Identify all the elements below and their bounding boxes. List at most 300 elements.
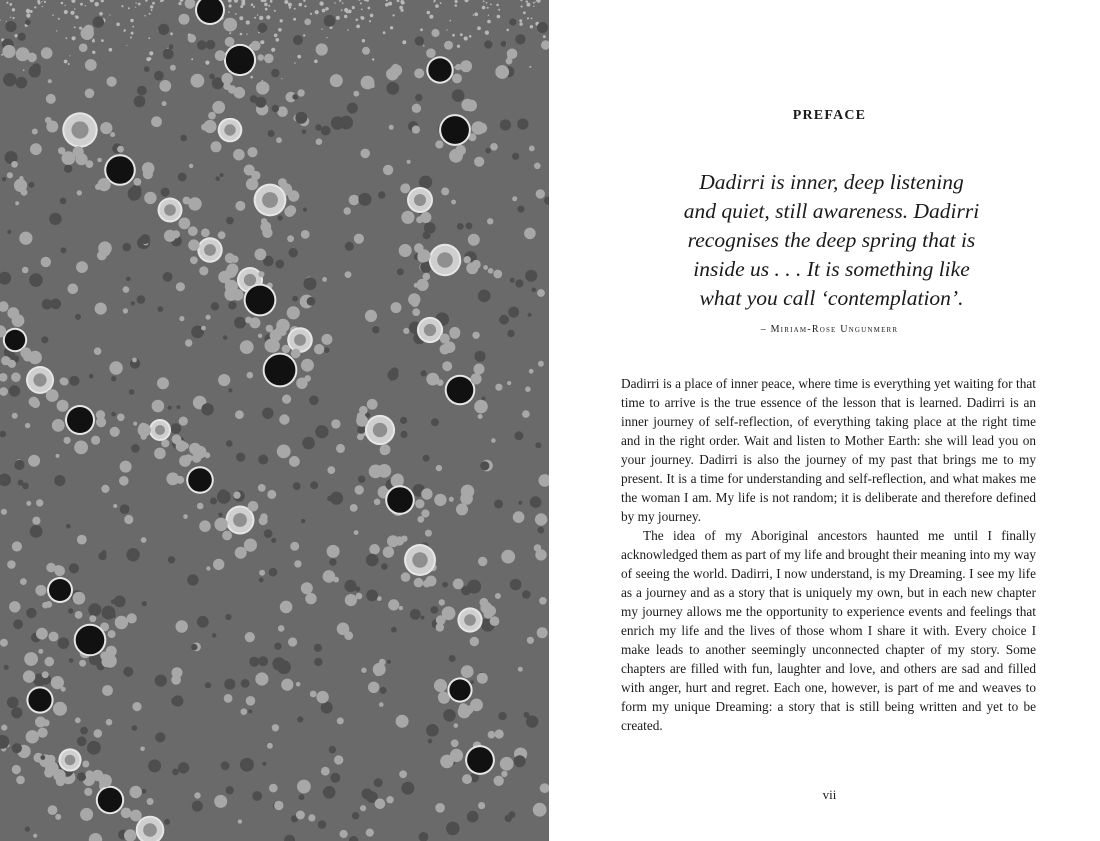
satellite-dot	[490, 616, 500, 626]
speckle-dot	[149, 13, 151, 15]
paint-dot	[25, 19, 31, 25]
speckle-dot	[341, 9, 343, 11]
satellite-dot	[75, 153, 87, 165]
paint-dot	[378, 191, 385, 198]
satellite-dot	[412, 308, 420, 316]
speckle-dot	[265, 8, 268, 11]
paint-dot	[25, 423, 30, 428]
paint-dot	[80, 727, 88, 735]
paint-dot	[517, 119, 528, 130]
paint-dot	[264, 529, 273, 538]
paint-dot	[439, 599, 445, 605]
paint-dot	[102, 606, 116, 620]
paint-dot	[467, 580, 481, 594]
paint-dot	[383, 546, 394, 557]
paint-dot	[0, 639, 8, 647]
paint-dot	[380, 687, 387, 694]
speckle-dot	[352, 6, 355, 9]
paint-dot	[218, 374, 230, 386]
speckle-dot	[402, 40, 406, 44]
paint-dot	[226, 786, 234, 794]
paint-dot	[88, 603, 101, 616]
satellite-dot	[374, 499, 381, 506]
paragraph: Dadirri is a place of inner peace, where time is everything yet waiting for that time to arrive is the true essence of the lesson that is learned. Dadirri is an inner journey of self-reflection, of everything taking place at the right time and in the right order. Wait and listen to Mother Earth: she will lead you on your journey. Dadirri is also the journey of my past that brings me to my present. It is a time for understanding and self-reflection, and what makes me the woman I am. My life is not random; it is deliberate and therefore defined by my journey.	[621, 376, 1036, 524]
speckle-dot	[260, 40, 264, 44]
paint-dot	[381, 563, 388, 570]
speckle-dot	[498, 9, 500, 11]
paint-dot	[5, 21, 16, 32]
speckle-dot	[266, 15, 270, 19]
ringed-dot	[98, 788, 122, 812]
ringed-dot	[246, 286, 275, 315]
speckle-dot	[488, 15, 489, 16]
paint-dot	[540, 783, 549, 793]
paint-dot	[50, 299, 61, 310]
speckle-dot	[72, 36, 76, 40]
speckle-dot	[92, 51, 95, 54]
speckle-dot	[530, 25, 533, 28]
paint-dot	[142, 601, 147, 606]
paint-dot	[457, 223, 464, 230]
paint-dot	[515, 34, 525, 44]
paint-dot	[297, 780, 311, 794]
satellite-dot	[441, 187, 449, 195]
ringed-dot-center	[412, 552, 427, 567]
speckle-dot	[303, 0, 305, 2]
paint-dot	[154, 71, 164, 81]
ringed-dot-center	[143, 823, 157, 837]
paint-dot	[36, 499, 43, 506]
satellite-dot	[421, 488, 432, 499]
paint-dot	[0, 474, 11, 487]
paint-dot	[507, 49, 518, 60]
paint-dot	[494, 500, 503, 509]
speckle-dot	[64, 10, 68, 14]
paint-dot	[137, 295, 146, 304]
epigraph-line: what you call ‘contemplation’.	[699, 286, 964, 310]
satellite-dot	[144, 192, 156, 204]
speckle-dot	[364, 0, 366, 1]
speckle-dot	[434, 0, 436, 2]
paint-dot	[466, 223, 473, 230]
paint-dot	[487, 218, 493, 224]
paint-dot	[480, 461, 489, 470]
paint-dot	[262, 762, 266, 766]
satellite-dot	[453, 156, 459, 162]
speckle-dot	[228, 11, 230, 13]
speckle-dot	[240, 33, 243, 36]
paint-dot	[501, 41, 507, 47]
speckle-dot	[150, 5, 153, 8]
dot-painting-artwork	[0, 0, 549, 841]
paint-dot	[345, 594, 357, 606]
speckle-dot	[68, 63, 70, 65]
paint-dot	[0, 272, 11, 285]
paint-dot	[396, 715, 409, 728]
paint-dot	[518, 667, 523, 672]
speckle-dot	[386, 0, 388, 1]
paint-dot	[157, 377, 169, 389]
speckle-dot	[79, 27, 82, 30]
paint-dot	[176, 405, 180, 409]
paint-dot	[370, 84, 375, 89]
satellite-dot	[414, 243, 424, 253]
paint-dot	[379, 702, 384, 707]
satellite-dot	[470, 699, 483, 712]
speckle-dot	[284, 0, 288, 4]
satellite-dot	[455, 145, 466, 156]
speckle-dot	[490, 4, 492, 6]
ringed-dot-center	[244, 274, 256, 286]
paint-dot	[69, 563, 79, 573]
paint-dot	[69, 376, 79, 386]
paint-dot	[26, 730, 39, 743]
paint-dot	[530, 496, 542, 508]
paint-dot	[217, 490, 231, 504]
speckle-dot	[280, 19, 283, 22]
paint-dot	[236, 453, 245, 462]
speckle-dot	[69, 55, 70, 56]
speckle-dot	[138, 3, 141, 6]
paint-dot	[12, 743, 22, 753]
satellite-dot	[108, 630, 116, 638]
paint-dot	[449, 655, 456, 662]
speckle-dot	[486, 2, 488, 4]
speckle-dot	[254, 17, 256, 19]
paint-dot	[272, 724, 279, 731]
paint-dot	[453, 579, 464, 590]
paint-dot	[391, 302, 402, 313]
speckle-dot	[529, 66, 531, 68]
speckle-dot	[347, 29, 349, 31]
speckle-dot	[401, 1, 405, 5]
speckle-dot	[358, 0, 360, 1]
speckle-dot	[38, 2, 41, 5]
paint-dot	[18, 33, 26, 41]
satellite-dot	[442, 606, 456, 620]
paint-dot	[428, 739, 433, 744]
paint-dot	[194, 792, 200, 798]
epigraph-quote	[649, 168, 1014, 313]
speckle-dot	[485, 30, 489, 34]
paint-dot	[518, 501, 522, 505]
paint-dot	[32, 129, 38, 135]
paint-dot	[75, 717, 81, 723]
paint-dot	[537, 22, 548, 33]
satellite-dot	[12, 314, 25, 327]
paint-dot	[467, 811, 479, 823]
speckle-dot	[455, 4, 458, 7]
ringed-dot	[76, 626, 105, 655]
paint-dot	[327, 466, 335, 474]
paint-dot	[12, 541, 22, 551]
satellite-dot	[96, 417, 106, 427]
speckle-dot	[132, 26, 134, 28]
speckle-dot	[281, 78, 282, 79]
satellite-dot	[480, 602, 492, 614]
speckle-dot	[299, 3, 303, 7]
paint-dot	[539, 597, 547, 605]
paint-dot	[423, 455, 430, 462]
satellite-dot	[414, 578, 424, 588]
paint-dot	[386, 82, 399, 95]
satellite-dot	[426, 48, 436, 58]
satellite-dot	[291, 349, 301, 359]
paint-dot	[258, 656, 268, 666]
paint-dot	[537, 289, 545, 297]
dot-painting-image	[0, 0, 549, 841]
paint-dot	[159, 80, 171, 92]
paint-dot	[269, 568, 278, 577]
satellite-dot	[176, 476, 184, 484]
speckle-dot	[360, 16, 362, 18]
satellite-dot	[117, 146, 124, 153]
satellite-dot	[80, 808, 93, 821]
speckle-dot	[148, 57, 151, 60]
ringed-dot	[449, 679, 470, 700]
speckle-dot	[71, 0, 75, 3]
speckle-dot	[314, 60, 318, 64]
paint-dot	[26, 608, 36, 618]
paint-dot	[58, 638, 69, 649]
satellite-dot	[185, 0, 196, 9]
paint-dot	[147, 798, 154, 805]
paint-dot	[134, 96, 146, 108]
speckle-dot	[126, 45, 127, 46]
speckle-dot	[246, 34, 247, 35]
paint-dot	[55, 814, 61, 820]
paint-dot	[269, 784, 278, 793]
paint-dot	[158, 306, 164, 312]
paint-dot	[33, 834, 37, 838]
satellite-dot	[221, 73, 232, 84]
speckle-dot	[474, 12, 478, 16]
paint-dot	[297, 89, 304, 96]
paint-dot	[120, 504, 130, 514]
paint-dot	[29, 182, 35, 188]
ringed-dot	[188, 468, 212, 492]
satellite-dot	[462, 774, 472, 784]
paint-dot	[354, 234, 364, 244]
paint-dot	[389, 125, 394, 130]
paint-dot	[461, 485, 475, 499]
paint-dot	[514, 431, 523, 440]
paint-dot	[272, 105, 279, 112]
paint-dot	[180, 135, 187, 142]
paint-dot	[501, 550, 515, 564]
paint-dot	[495, 65, 509, 79]
satellite-dot	[400, 184, 410, 194]
satellite-dot	[442, 361, 452, 371]
speckle-dot	[257, 14, 259, 16]
satellite-dot	[461, 99, 473, 111]
paint-dot	[292, 94, 298, 100]
satellite-dot	[426, 373, 439, 386]
paint-dot	[2, 45, 15, 58]
satellite-dot	[152, 400, 165, 413]
paint-dot	[400, 431, 407, 438]
paint-dot	[535, 513, 547, 525]
speckle-dot	[9, 3, 12, 6]
paint-dot	[301, 359, 314, 372]
satellite-dot	[257, 54, 264, 61]
paint-dot	[127, 613, 137, 623]
paint-dot	[11, 161, 18, 168]
paint-dot	[0, 301, 9, 312]
satellite-dot	[192, 453, 202, 463]
satellite-dot	[472, 121, 486, 135]
paint-dot	[205, 682, 211, 688]
satellite-dot	[452, 74, 462, 84]
speckle-dot	[390, 26, 393, 29]
paint-dot	[533, 803, 547, 817]
paint-dot	[240, 340, 254, 354]
speckle-dot	[1, 54, 3, 56]
paint-dot	[534, 163, 541, 170]
speckle-dot	[145, 0, 147, 2]
satellite-dot	[421, 509, 429, 517]
paint-dot	[41, 47, 53, 59]
paint-dot	[188, 34, 196, 42]
paint-dot	[304, 19, 311, 26]
paint-dot	[316, 43, 328, 55]
satellite-dot	[440, 344, 450, 354]
speckle-dot	[356, 19, 359, 22]
ringed-dot	[5, 330, 25, 350]
paint-dot	[258, 23, 268, 33]
paint-dot	[98, 552, 106, 560]
paint-dot	[218, 513, 223, 518]
paint-dot	[1, 725, 7, 731]
ringed-dot-center	[424, 324, 436, 336]
paint-dot	[155, 732, 165, 742]
paint-dot	[235, 547, 247, 559]
paint-dot	[430, 606, 438, 614]
paint-dot	[330, 773, 340, 783]
paint-dot	[89, 374, 94, 379]
paint-dot	[323, 570, 336, 583]
satellite-dot	[488, 731, 496, 739]
paint-dot	[493, 270, 502, 279]
satellite-dot	[367, 399, 378, 410]
satellite-dot	[494, 776, 504, 786]
satellite-dot	[464, 256, 471, 263]
paint-dot	[140, 747, 145, 752]
paint-dot	[77, 736, 87, 746]
satellite-dot	[251, 171, 260, 180]
speckle-dot	[368, 7, 371, 10]
paint-dot	[478, 290, 491, 303]
paint-dot	[275, 260, 284, 269]
speckle-dot	[392, 14, 394, 16]
paint-dot	[191, 74, 205, 88]
paint-dot	[48, 79, 52, 83]
paint-dot	[284, 835, 295, 841]
paint-dot	[510, 278, 515, 283]
paint-dot	[344, 580, 356, 592]
ringed-dot-center	[65, 755, 76, 766]
speckle-dot	[399, 6, 403, 10]
paint-dot	[412, 126, 420, 134]
paint-dot	[495, 384, 502, 391]
paint-dot	[477, 673, 488, 684]
paragraph: The idea of my Aboriginal ancestors haunted me until I finally acknowledged them as part of my life and brought their meaning into my way of seeing the world. Dadirri, I now understand, is my Dreaming. I see my life as a journey and as a story that is uniquely my own, but in each new chapter my journey allows me the opportunity to experience events and feelings that enrich my life and the lives of those whom I share it with. Every choice I make leads to another seemingly unconnected chapter of my story. Some chapters are filled with fun, laughter and love, and others are sad and filled with anger, hurt and regret. Each one, however, is part of me and weaves to form my unique Dreaming: a story that is still being written and yet to be created.	[621, 528, 1036, 733]
speckle-dot	[321, 29, 322, 30]
speckle-dot	[0, 20, 1, 21]
paint-dot	[281, 679, 293, 691]
satellite-dot	[203, 120, 216, 133]
speckle-dot	[334, 2, 336, 4]
paint-dot	[365, 310, 377, 322]
paint-dot	[271, 538, 276, 543]
ringed-dot	[441, 116, 469, 144]
paint-dot	[176, 282, 185, 291]
speckle-dot	[116, 23, 120, 27]
satellite-dot	[74, 441, 88, 455]
paint-dot	[301, 519, 305, 523]
paint-dot	[510, 579, 522, 591]
paint-dot	[255, 249, 267, 261]
paint-dot	[0, 373, 8, 382]
speckle-dot	[205, 61, 209, 65]
paint-dot	[224, 679, 235, 690]
paint-dot	[345, 271, 352, 278]
paint-dot	[189, 164, 193, 168]
paint-dot	[525, 386, 531, 392]
satellite-dot	[45, 761, 59, 775]
epigraph-line: and quiet, still awareness. Dadirri	[683, 199, 980, 223]
speckle-dot	[294, 62, 296, 64]
paint-dot	[61, 247, 67, 253]
paint-dot	[29, 65, 41, 77]
paint-dot	[362, 47, 370, 55]
satellite-dot	[215, 50, 226, 61]
speckle-dot	[14, 34, 17, 37]
paint-dot	[485, 148, 491, 154]
paint-dot	[111, 376, 116, 381]
satellite-dot	[62, 152, 75, 165]
satellite-dot	[190, 256, 198, 264]
paint-dot	[355, 485, 364, 494]
paint-dot	[14, 460, 24, 470]
satellite-dot	[179, 455, 191, 467]
paint-dot	[374, 778, 383, 787]
paint-dot	[128, 187, 142, 201]
satellite-dot	[401, 211, 414, 224]
paint-dot	[26, 501, 31, 506]
ringed-dot-center	[71, 121, 88, 138]
speckle-dot	[450, 20, 452, 22]
speckle-dot	[278, 28, 282, 32]
speckle-dot	[506, 29, 509, 32]
ringed-dot	[49, 579, 71, 601]
paint-dot	[373, 663, 386, 676]
ringed-dot	[387, 487, 413, 513]
satellite-dot	[130, 786, 142, 798]
paint-dot	[137, 86, 147, 96]
speckle-dot	[130, 19, 134, 23]
paint-dot	[30, 525, 43, 538]
satellite-dot	[444, 41, 453, 50]
paint-dot	[238, 819, 242, 823]
paint-dot	[102, 685, 113, 696]
ringed-dot	[428, 58, 451, 81]
paint-dot	[60, 198, 67, 205]
paint-dot	[41, 336, 48, 343]
paint-dot	[399, 770, 407, 778]
speckle-dot	[75, 15, 77, 17]
paint-dot	[344, 207, 351, 214]
